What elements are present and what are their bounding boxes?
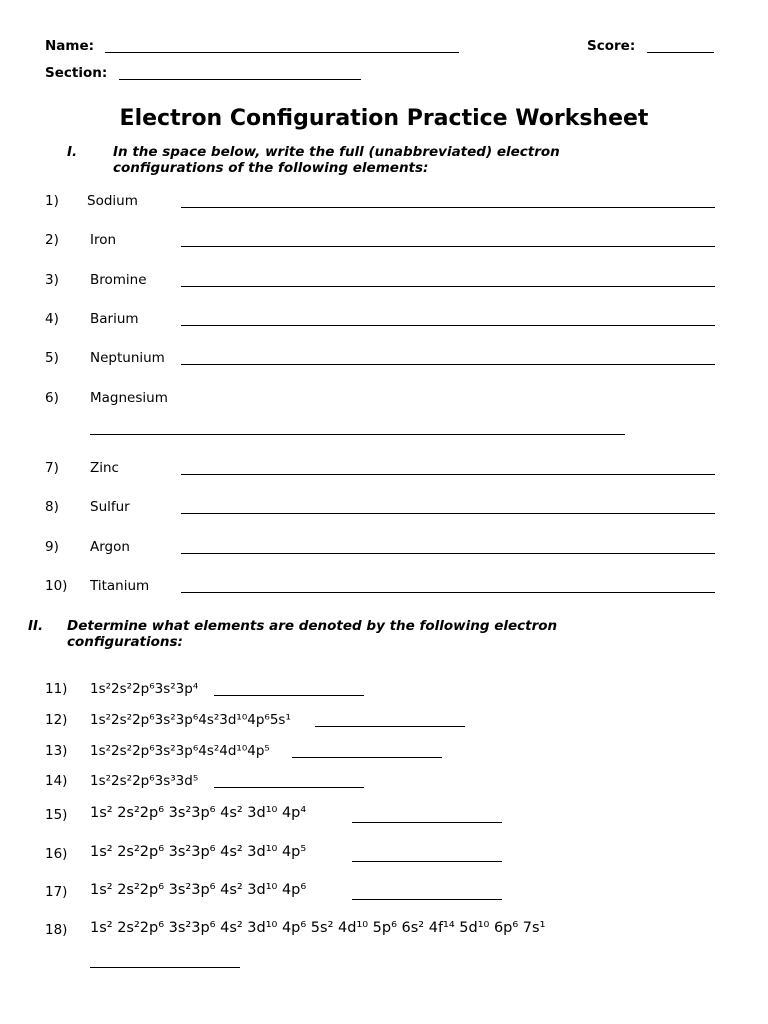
score-label: Score: <box>587 38 636 54</box>
electron-configuration: 1s²2s²2p⁶3s²3p⁶4s²4d¹⁰4p⁵ <box>90 743 270 759</box>
item-number: 13) <box>45 743 68 759</box>
answer-line[interactable] <box>352 899 502 900</box>
part1-numeral: I. <box>67 144 78 160</box>
electron-configuration: 1s² 2s²2p⁶ 3s²3p⁶ 4s² 3d¹⁰ 4p⁴ <box>90 805 307 821</box>
item-number: 11) <box>45 681 68 697</box>
item-number: 14) <box>45 773 68 789</box>
part2-instruction-line2: configurations: <box>67 634 183 650</box>
item-number: 5) <box>45 350 59 366</box>
electron-configuration: 1s² 2s²2p⁶ 3s²3p⁶ 4s² 3d¹⁰ 4p⁵ <box>90 844 307 860</box>
answer-line[interactable] <box>214 695 364 696</box>
name-label: Name: <box>45 38 95 54</box>
part1-instruction-line2: configurations of the following elements: <box>113 160 429 176</box>
item-number: 15) <box>45 807 68 823</box>
element-name: Argon <box>90 539 130 555</box>
section-field[interactable] <box>119 79 361 80</box>
answer-line[interactable] <box>181 474 715 475</box>
page-title: Electron Configuration Practice Worksheet <box>119 106 649 131</box>
answer-line[interactable] <box>181 592 715 593</box>
element-name: Neptunium <box>90 350 165 366</box>
item-number: 16) <box>45 846 68 862</box>
answer-line[interactable] <box>181 286 715 287</box>
item-number: 1) <box>45 193 59 209</box>
element-name: Barium <box>90 311 139 327</box>
answer-line[interactable] <box>181 364 715 365</box>
answer-line[interactable] <box>90 967 240 968</box>
answer-line[interactable] <box>181 325 715 326</box>
answer-line[interactable] <box>181 246 715 247</box>
item-number: 4) <box>45 311 59 327</box>
electron-configuration: 1s²2s²2p⁶3s³3d⁵ <box>90 773 199 789</box>
answer-line[interactable] <box>181 553 715 554</box>
electron-configuration: 1s²2s²2p⁶3s²3p⁴ <box>90 681 199 697</box>
part1-instruction-line1: In the space below, write the full (unabbreviated) electron <box>113 144 560 160</box>
answer-line[interactable] <box>90 434 625 435</box>
element-name: Iron <box>90 232 117 248</box>
element-name: Sulfur <box>90 499 130 515</box>
electron-configuration: 1s²2s²2p⁶3s²3p⁶4s²3d¹⁰4p⁶5s¹ <box>90 712 291 728</box>
score-field[interactable] <box>647 52 714 53</box>
element-name: Titanium <box>90 578 150 594</box>
answer-line[interactable] <box>352 861 502 862</box>
item-number: 9) <box>45 539 59 555</box>
item-number: 18) <box>45 922 68 938</box>
element-name: Sodium <box>87 193 138 209</box>
item-number: 12) <box>45 712 68 728</box>
name-field[interactable] <box>105 52 459 53</box>
item-number: 8) <box>45 499 59 515</box>
item-number: 10) <box>45 578 68 594</box>
element-name: Magnesium <box>90 390 168 406</box>
part2-instruction-line1: Determine what elements are denoted by the following electron <box>67 618 558 634</box>
section-label: Section: <box>45 65 108 81</box>
item-number: 3) <box>45 272 59 288</box>
answer-line[interactable] <box>315 726 465 727</box>
item-number: 2) <box>45 232 59 248</box>
electron-configuration: 1s² 2s²2p⁶ 3s²3p⁶ 4s² 3d¹⁰ 4p⁶ 5s² 4d¹⁰ 5p⁶ 6s² 4f¹⁴ 5d¹⁰ 6p⁶ 7s¹ <box>90 920 546 936</box>
answer-line[interactable] <box>352 822 502 823</box>
part2-numeral: II. <box>28 618 44 634</box>
answer-line[interactable] <box>214 787 364 788</box>
answer-line[interactable] <box>292 757 442 758</box>
element-name: Zinc <box>90 460 119 476</box>
electron-configuration: 1s² 2s²2p⁶ 3s²3p⁶ 4s² 3d¹⁰ 4p⁶ <box>90 882 307 898</box>
element-name: Bromine <box>90 272 147 288</box>
item-number: 6) <box>45 390 59 406</box>
answer-line[interactable] <box>181 513 715 514</box>
item-number: 17) <box>45 884 68 900</box>
answer-line[interactable] <box>181 207 715 208</box>
item-number: 7) <box>45 460 59 476</box>
